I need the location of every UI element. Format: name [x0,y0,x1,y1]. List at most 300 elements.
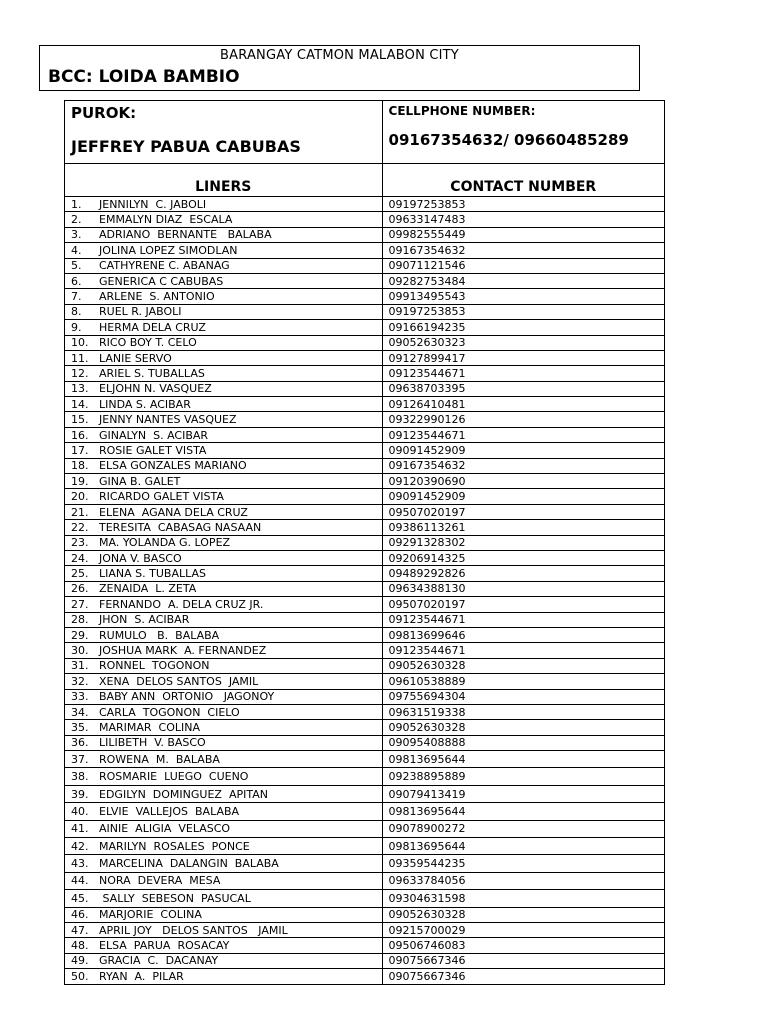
liner-name: MA. YOLANDA G. LOPEZ [99,536,231,550]
contact-number: 09634388130 [388,582,466,596]
liner-name: LANIE SERVO [99,351,172,365]
row-number: 33. [71,690,89,704]
liner-cell [65,907,383,922]
contact-number: 09813699646 [388,628,466,642]
liner-cell [65,258,383,273]
table-row [65,273,665,288]
liner-name: JONA V. BASCO [99,551,182,565]
liner-cell [65,838,383,855]
table-row [65,489,665,504]
row-number: 19. [71,474,89,488]
contact-cell [382,872,664,889]
contact-cell [382,768,664,785]
liner-name: BABY ANN ORTONIO JAGONOY [99,690,275,704]
row-number: 18. [71,459,89,473]
contact-number: 09913495543 [388,290,466,304]
contact-number: 09126410481 [388,397,466,411]
contact-number: 09071121546 [388,259,466,273]
liner-name: GINA B. GALET [99,474,181,488]
contact-number: 09633147483 [388,213,466,227]
row-number: 25. [71,567,89,581]
row-number: 22. [71,520,89,534]
contact-number: 09167354632 [388,459,466,473]
table-row [65,838,665,855]
liner-cell [65,427,383,442]
liner-name: APRIL JOY DELOS SANTOS JAMIL [99,923,288,937]
contact-number: 09079413419 [388,787,466,801]
contact-number: 09075667346 [388,954,466,968]
table-row [65,872,665,889]
row-number: 17. [71,443,89,457]
liner-cell [65,320,383,335]
table-row [65,643,665,658]
table-row [65,366,665,381]
liner-cell [65,397,383,412]
row-number: 47. [71,923,89,937]
contact-number: 09507020197 [388,505,466,519]
liner-name: TERESITA CABASAG NASAAN [99,520,262,534]
contact-cell [382,658,664,673]
cellphone-cell [382,101,664,164]
row-number: 20. [71,490,89,504]
contact-cell [382,443,664,458]
contact-header-label: CONTACT NUMBER [450,179,597,195]
contact-number: 09813695644 [388,804,466,818]
liner-cell [65,803,383,820]
contact-cell [382,720,664,735]
contact-number: 09633784056 [388,874,466,888]
table-row [65,658,665,673]
row-number: 16. [71,428,89,442]
liner-cell [65,273,383,288]
contact-number: 09075667346 [388,969,466,983]
contact-number: 09610538889 [388,674,466,688]
contact-cell [382,612,664,627]
row-number: 8. [71,305,82,319]
liner-name: RICO BOY T. CELO [99,336,197,350]
contact-cell [382,397,664,412]
contact-number: 09123544671 [388,366,466,380]
liner-cell [65,550,383,565]
table-row [65,953,665,968]
liner-name: JOSHUA MARK A. FERNANDEZ [99,644,267,658]
row-number: 39. [71,787,89,801]
contact-cell [382,381,664,396]
bcc-name: BCC: LOIDA BAMBIO [48,67,240,87]
liner-name: ROWENA M. BALABA [99,752,220,766]
liner-name: ELENA AGANA DELA CRUZ [99,505,248,519]
liner-name: JENNILYN C. JABOLI [99,197,207,211]
liner-cell [65,474,383,489]
contact-cell [382,704,664,719]
row-number: 1. [71,197,82,211]
liner-name: ELSA PARUA ROSACAY [99,939,230,953]
contact-cell [382,489,664,504]
row-number: 48. [71,939,89,953]
liner-cell [65,350,383,365]
table-row [65,890,665,907]
liner-cell [65,304,383,319]
row-number: 4. [71,243,82,257]
table-row [65,458,665,473]
liner-cell [65,658,383,673]
contact-cell [382,258,664,273]
table-row [65,785,665,802]
contact-number: 09982555449 [388,228,466,242]
liner-name: ELJOHN N. VASQUEZ [99,382,212,396]
table-row [65,520,665,535]
table-row [65,720,665,735]
liner-name: ADRIANO BERNANTE BALABA [99,228,272,242]
contact-cell [382,273,664,288]
table-row [65,550,665,565]
row-number: 44. [71,874,89,888]
contact-cell [382,427,664,442]
table-row [65,258,665,273]
table-row [65,320,665,335]
liner-cell [65,612,383,627]
contact-number: 09489292826 [388,567,466,581]
row-number: 9. [71,320,82,334]
contact-number: 09167354632 [388,243,466,257]
table-row [65,304,665,319]
contact-cell [382,674,664,689]
liner-cell [65,720,383,735]
contact-cell [382,838,664,855]
cellphone-label: CELLPHONE NUMBER: [388,104,536,118]
table-row [65,443,665,458]
liner-name: LIANA S. TUBALLAS [99,567,206,581]
liner-name: ARLENE S. ANTONIO [99,290,215,304]
liner-name: XENA DELOS SANTOS JAMIL [99,674,259,688]
contact-cell [382,597,664,612]
contact-number: 09123544671 [388,613,466,627]
liner-cell [65,643,383,658]
table-row [65,381,665,396]
contact-number: 09282753484 [388,274,466,288]
row-number: 37. [71,752,89,766]
contact-cell [382,458,664,473]
liner-cell [65,489,383,504]
liner-cell [65,969,383,984]
liner-cell [65,535,383,550]
contact-cell [382,304,664,319]
contact-cell [382,938,664,953]
contact-cell [382,627,664,642]
row-number: 29. [71,628,89,642]
table-row [65,820,665,837]
contact-number: 09095408888 [388,736,466,750]
purok-cell [65,101,383,164]
liners-header-label: LINERS [195,179,252,195]
table-row [65,535,665,550]
liner-cell [65,855,383,872]
liner-name: GRACIA C. DACANAY [99,954,219,968]
row-number: 12. [71,366,89,380]
liner-name: RUMULO B. BALABA [99,628,220,642]
contact-cell [382,289,664,304]
liner-cell [65,735,383,750]
contact-cell [382,820,664,837]
liner-cell [65,922,383,937]
row-number: 15. [71,413,89,427]
contact-cell [382,412,664,427]
table-row [65,504,665,519]
liner-name: CARLA TOGONON CIELO [99,705,240,719]
liner-name: ELVIE VALLEJOS BALABA [99,804,240,818]
row-number: 40. [71,804,89,818]
contact-cell [382,197,664,212]
contact-number: 09507020197 [388,597,466,611]
table-row [65,627,665,642]
liner-name: LINDA S. ACIBAR [99,397,191,411]
row-number: 24. [71,551,89,565]
liner-name: MARILYN ROSALES PONCE [99,839,250,853]
contact-number: 09052630328 [388,720,466,734]
contact-number: 09120390690 [388,474,466,488]
liner-cell [65,443,383,458]
contact-cell [382,907,664,922]
table-row [65,427,665,442]
row-number: 21. [71,505,89,519]
contact-number: 09091452909 [388,443,466,457]
liner-name: NORA DEVERA MESA [99,874,221,888]
contact-cell [382,535,664,550]
contact-number: 09206914325 [388,551,466,565]
liner-name: FERNANDO A. DELA CRUZ JR. [99,597,264,611]
contact-number: 09755694304 [388,690,466,704]
table-row [65,581,665,596]
liner-cell [65,953,383,968]
liner-cell [65,289,383,304]
liner-cell [65,872,383,889]
row-number: 6. [71,274,82,288]
liner-name: AINIE ALIGIA VELASCO [99,822,231,836]
row-number: 30. [71,644,89,658]
contact-number: 09123544671 [388,644,466,658]
liner-name: MARIMAR COLINA [99,720,201,734]
row-number: 7. [71,290,82,304]
liner-name: RONNEL TOGONON [99,659,210,673]
contact-cell [382,320,664,335]
liner-cell [65,504,383,519]
liner-name: RICARDO GALET VISTA [99,490,224,504]
table-row [65,397,665,412]
purok-leader-name: JEFFREY PABUA CABUBAS [71,137,301,156]
contact-cell [382,581,664,596]
row-number: 36. [71,736,89,750]
contact-cell [382,212,664,227]
contact-cell [382,803,664,820]
liner-name: MARCELINA DALANGIN BALABA [99,857,279,871]
liner-cell [65,581,383,596]
table-row [65,350,665,365]
header-box [39,45,640,91]
table-row [65,735,665,750]
liner-name: EMMALYN DIAZ ESCALA [99,213,233,227]
cellphone-number: 09167354632/ 09660485289 [388,131,629,149]
table-row [65,597,665,612]
purok-label: PUROK: [71,104,137,122]
contact-number: 09197253853 [388,197,466,211]
row-number: 35. [71,720,89,734]
liner-cell [65,458,383,473]
contact-cell [382,243,664,258]
liner-name: ZENAIDA L. ZETA [99,582,197,596]
liners-header [65,164,383,197]
row-number: 50. [71,969,89,983]
table-row [65,612,665,627]
contact-number: 09127899417 [388,351,466,365]
row-number: 13. [71,382,89,396]
row-number: 38. [71,770,89,784]
purok-row [65,101,665,164]
row-number: 32. [71,674,89,688]
contact-cell [382,922,664,937]
row-number: 31. [71,659,89,673]
row-number: 10. [71,336,89,350]
liner-name: ARIEL S. TUBALLAS [99,366,205,380]
liner-cell [65,381,383,396]
table-row [65,768,665,785]
contact-number: 09215700029 [388,923,466,937]
liner-cell [65,674,383,689]
contact-number: 09238895889 [388,770,466,784]
row-number: 11. [71,351,89,365]
row-number: 14. [71,397,89,411]
contact-cell [382,890,664,907]
contact-number: 09197253853 [388,305,466,319]
contact-cell [382,335,664,350]
contact-number: 09291328302 [388,536,466,550]
contact-number: 09052630328 [388,908,466,922]
contact-number: 09813695644 [388,839,466,853]
contact-cell [382,643,664,658]
contact-header [382,164,664,197]
liner-cell [65,627,383,642]
liner-cell [65,520,383,535]
row-number: 43. [71,857,89,871]
table-row [65,938,665,953]
liner-cell [65,890,383,907]
contact-cell [382,366,664,381]
row-number: 42. [71,839,89,853]
contact-cell [382,855,664,872]
table-row [65,674,665,689]
table-row [65,704,665,719]
contact-cell [382,735,664,750]
table-row [65,243,665,258]
row-number: 2. [71,213,82,227]
liner-cell [65,212,383,227]
contact-cell [382,751,664,768]
liner-cell [65,704,383,719]
liner-cell [65,597,383,612]
contact-cell [382,227,664,242]
table-row [65,474,665,489]
liner-cell [65,227,383,242]
table-row [65,197,665,212]
liner-name: SALLY SEBESON PASUCAL [99,891,251,905]
liner-name: GINALYN S. ACIBAR [99,428,209,442]
row-number: 34. [71,705,89,719]
liner-name: ROSIE GALET VISTA [99,443,207,457]
liner-name: LILIBETH V. BASCO [99,736,206,750]
column-header-row [65,164,665,197]
contact-number: 09078900272 [388,822,466,836]
liner-name: MARJORIE COLINA [99,908,202,922]
table-row [65,689,665,704]
row-number: 41. [71,822,89,836]
row-number: 45. [71,891,89,905]
row-number: 28. [71,613,89,627]
table-row [65,412,665,427]
liner-name: RUEL R. JABOLI [99,305,182,319]
contact-number: 09322990126 [388,413,466,427]
contact-number: 09052630323 [388,336,466,350]
table-row [65,907,665,922]
liner-name: ELSA GONZALES MARIANO [99,459,247,473]
table-row [65,855,665,872]
contact-number: 09386113261 [388,520,466,534]
liner-cell [65,751,383,768]
contact-number: 09166194235 [388,320,466,334]
table-row [65,566,665,581]
table-row [65,803,665,820]
row-number: 23. [71,536,89,550]
table-row [65,969,665,984]
liners-table [64,100,665,985]
liner-cell [65,566,383,581]
contact-cell [382,785,664,802]
contact-number: 09359544235 [388,857,466,871]
liner-name: ROSMARIE LUEGO CUENO [99,770,249,784]
row-number: 26. [71,582,89,596]
liner-cell [65,820,383,837]
liner-cell [65,197,383,212]
row-number: 49. [71,954,89,968]
contact-number: 09091452909 [388,490,466,504]
contact-number: 09123544671 [388,428,466,442]
liner-cell [65,335,383,350]
liner-cell [65,938,383,953]
contact-number: 09631519338 [388,705,466,719]
liner-cell [65,366,383,381]
contact-number: 09506746083 [388,939,466,953]
contact-cell [382,566,664,581]
liner-name: CATHYRENE C. ABANAG [99,259,230,273]
barangay-title: BARANGAY CATMON MALABON CITY [220,48,459,63]
liner-name: HERMA DELA CRUZ [99,320,206,334]
table-row [65,212,665,227]
contact-cell [382,474,664,489]
contact-number: 09052630328 [388,659,466,673]
liner-cell [65,243,383,258]
contact-cell [382,350,664,365]
contact-number: 09304631598 [388,891,466,905]
liner-name: JENNY NANTES VASQUEZ [99,413,237,427]
contact-cell [382,520,664,535]
row-number: 5. [71,259,82,273]
contact-cell [382,504,664,519]
table-row [65,289,665,304]
contact-number: 09638703395 [388,382,466,396]
contact-cell [382,969,664,984]
table-row [65,922,665,937]
liner-name: RYAN A. PILAR [99,969,184,983]
liner-cell [65,412,383,427]
contact-cell [382,550,664,565]
